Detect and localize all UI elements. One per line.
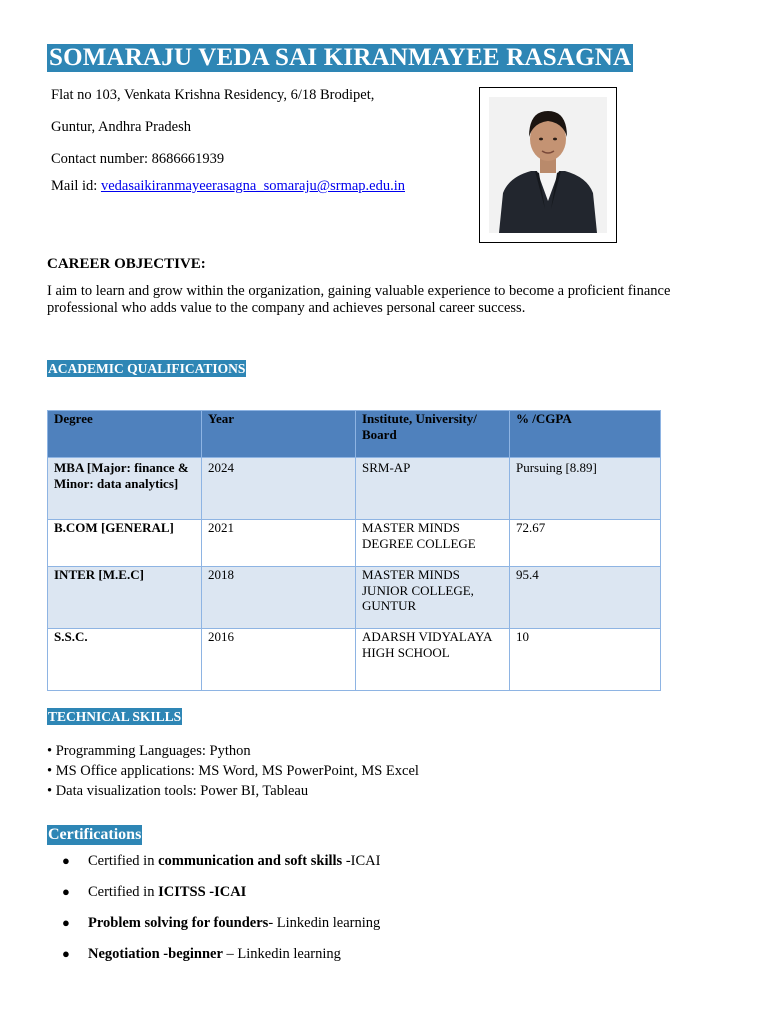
list-item — [62, 884, 380, 915]
academic-table — [47, 410, 661, 691]
cert-bold: Negotiation -beginner — [88, 946, 223, 962]
year-cell: 2016 — [202, 629, 356, 691]
address-line-2: Guntur, Andhra Pradesh — [51, 119, 191, 135]
bullet-icon: ● — [62, 884, 70, 899]
degree-cell: S.S.C. — [48, 629, 202, 691]
table-row — [48, 629, 661, 691]
career-objective-text: I aim to learn and grow within the organization, gaining valuable experience to become a proficient finance professional who adds value to the company and achieves personal career success. — [47, 283, 671, 316]
cert-text: Certified in — [88, 853, 159, 869]
table-row — [48, 458, 661, 520]
list-item — [62, 915, 380, 946]
cert-bold: Problem solving for founders — [88, 915, 269, 931]
institute-cell: SRM-AP — [356, 458, 510, 520]
table-header-row — [48, 411, 661, 458]
institute-cell: ADARSH VIDYALAYA HIGH SCHOOL — [356, 629, 510, 691]
bullet-icon: ● — [62, 946, 70, 961]
contact-number: Contact number: 8686661939 — [51, 151, 225, 167]
candidate-name: SOMARAJU VEDA SAI KIRANMAYEE RASAGNA — [49, 44, 632, 71]
score-cell: 72.67 — [510, 520, 661, 567]
technical-skills-list — [47, 741, 419, 801]
column-header: Year — [202, 411, 356, 458]
bullet-icon: ● — [62, 915, 70, 930]
address-line-1: Flat no 103, Venkata Krishna Residency, 6/18 Brodipet, — [51, 87, 375, 103]
list-item — [62, 946, 380, 977]
certifications-list — [62, 853, 380, 977]
list-item: • Data visualization tools: Power BI, Tableau — [47, 783, 309, 799]
institute-cell: MASTER MINDS DEGREE COLLEGE — [356, 520, 510, 567]
table-row — [48, 520, 661, 567]
institute-cell: MASTER MINDS JUNIOR COLLEGE, GUNTUR — [356, 567, 510, 629]
score-cell: 95.4 — [510, 567, 661, 629]
degree-cell: B.COM [GENERAL] — [48, 520, 202, 567]
column-header: Institute, University/ Board — [356, 411, 510, 458]
mail-link[interactable]: vedasaikiranmayeerasagna_somaraju@srmap.edu.in — [100, 178, 405, 194]
year-cell: 2018 — [202, 567, 356, 629]
column-header: Degree — [48, 411, 202, 458]
degree-cell: INTER [M.E.C] — [48, 567, 202, 629]
year-cell: 2024 — [202, 458, 356, 520]
column-header: % /CGPA — [510, 411, 661, 458]
career-objective-heading: CAREER OBJECTIVE: — [47, 256, 206, 272]
list-item: • MS Office applications: MS Word, MS PowerPoint, MS Excel — [47, 763, 419, 779]
list-item: • Programming Languages: Python — [47, 743, 251, 759]
cert-text: Certified in — [88, 884, 159, 900]
year-cell: 2021 — [202, 520, 356, 567]
degree-cell: MBA [Major: finance & Minor: data analytics] — [48, 458, 202, 520]
table-row — [48, 567, 661, 629]
mail-line — [51, 178, 405, 195]
bullet-icon: ● — [62, 853, 70, 868]
score-cell: Pursuing [8.89] — [510, 458, 661, 520]
cert-bold: communication and soft skills — [158, 853, 343, 869]
cert-issuer: – Linkedin learning — [222, 946, 341, 962]
profile-photo — [479, 87, 617, 243]
academic-heading: ACADEMIC QUALIFICATIONS — [48, 361, 246, 376]
score-cell: 10 — [510, 629, 661, 691]
technical-skills-heading: TECHNICAL SKILLS — [48, 709, 182, 724]
mail-label: Mail id: — [51, 178, 101, 194]
cert-issuer: - Linkedin learning — [268, 915, 381, 931]
person-photo-icon — [489, 97, 607, 233]
cert-bold: ICITSS -ICAI — [158, 884, 247, 900]
list-item — [62, 853, 380, 884]
cert-issuer: -ICAI — [342, 853, 381, 869]
certifications-heading: Certifications — [48, 826, 142, 843]
